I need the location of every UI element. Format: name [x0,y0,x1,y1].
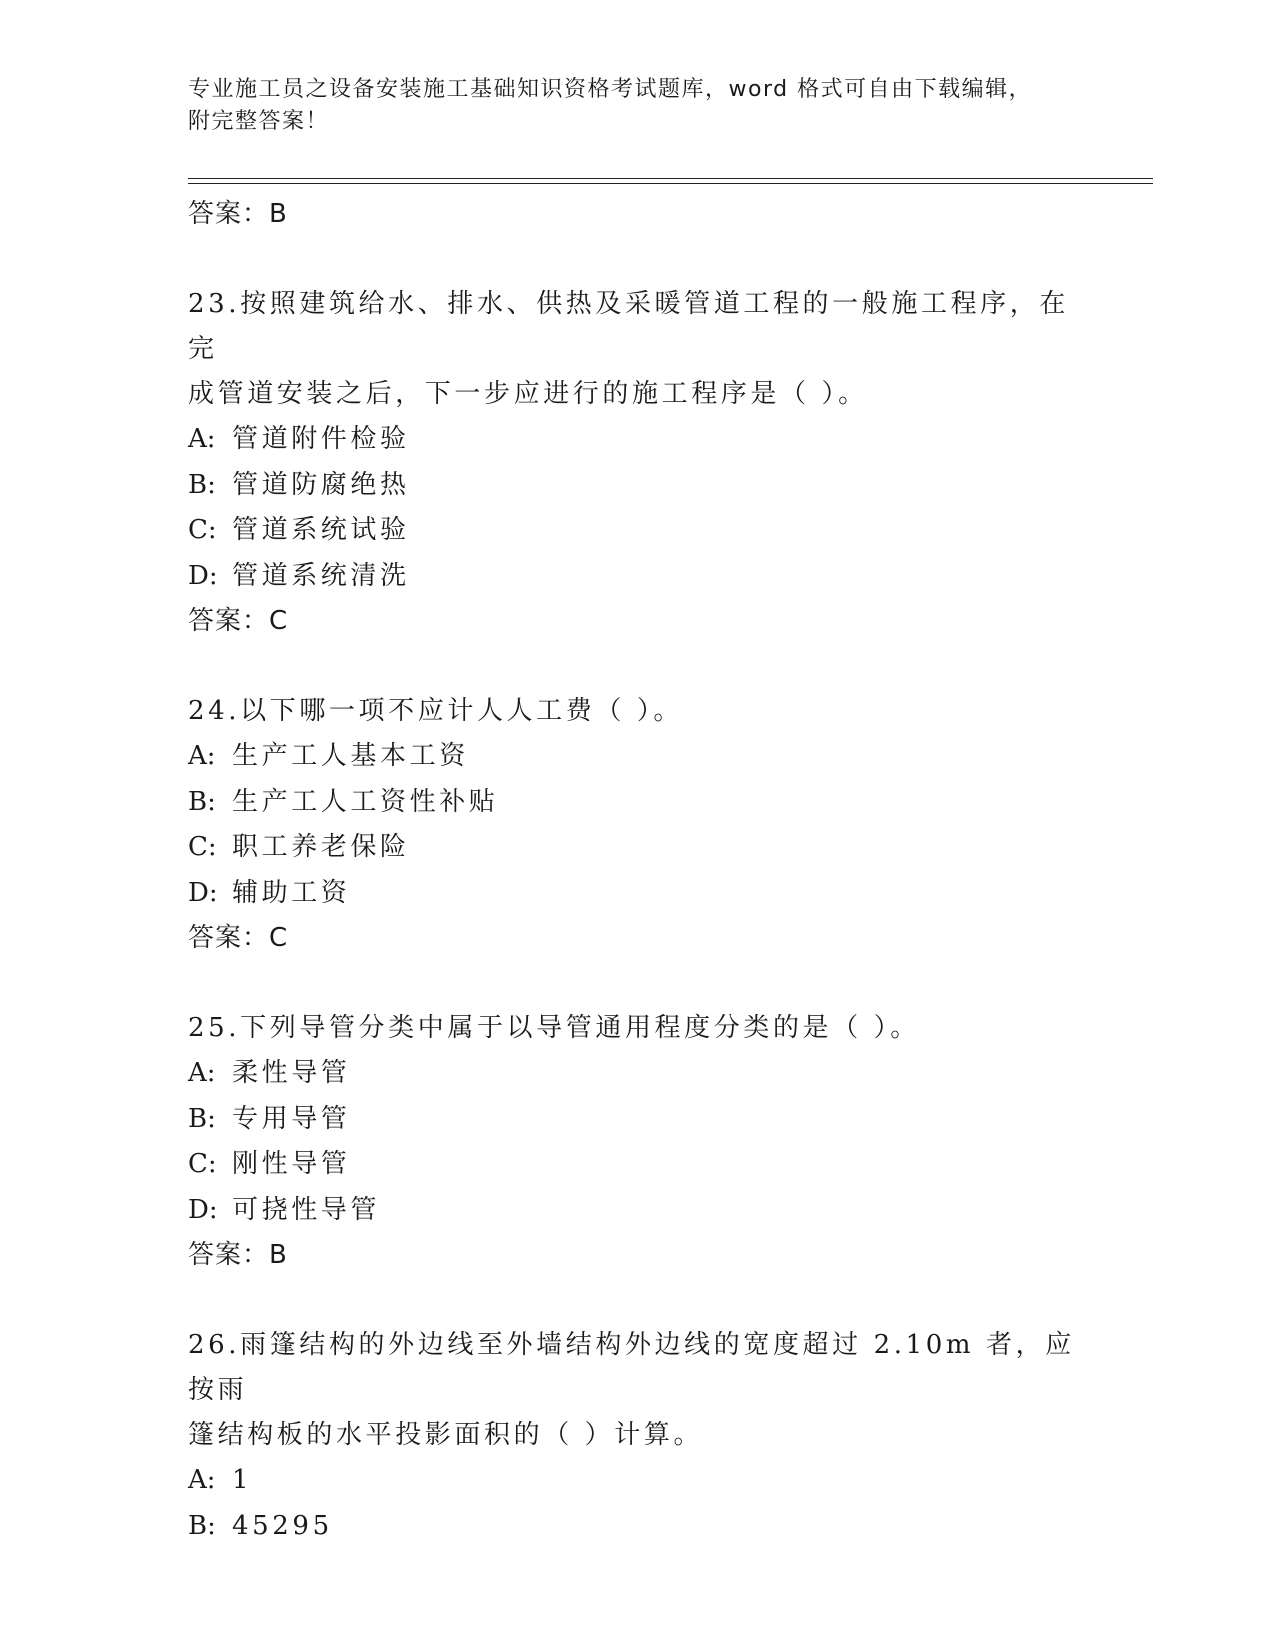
option-c [188,825,1088,871]
question-stem-line-1: 23.按照建筑给水、排水、供热及采暖管道工程的一般施工程序，在完 [188,289,1069,364]
option-text: 管道系统清洗 [232,560,410,591]
option-a [188,1051,1088,1097]
document-header [188,74,1068,138]
question-26 [188,1323,1088,1549]
option-c [188,508,1088,554]
header-divider-bottom [188,183,1153,184]
option-text: 柔性导管 [232,1058,351,1088]
option-a [188,1458,1088,1504]
option-b [188,1504,1088,1550]
option-text: 辅助工资 [232,877,351,908]
question-stem-line-2: 成管道安装之后，下一步应进行的施工程序是（ ）。 [188,379,868,409]
option-text: 管道防腐绝热 [232,469,410,500]
option-b [188,463,1088,509]
option-letter: B: [188,469,216,500]
option-text: 管道系统试验 [232,515,410,545]
question-stem-line-1: 24.以下哪一项不应计人人工费（ ）。 [188,696,684,726]
header-line-1: 专业施工员之设备安装施工基础知识资格考试题库，word 格式可自由下载编辑， [188,77,1033,102]
question-stem [188,1323,1088,1458]
previous-answer: 答案：B [188,199,288,229]
option-letter: B: [188,1103,216,1134]
option-letter: B: [188,1510,216,1541]
answer-line: 答案：B [188,1240,288,1270]
option-letter: A: [188,1465,216,1495]
option-letter: C: [188,515,217,545]
answer-line: 答案：C [188,606,289,636]
option-text: 刚性导管 [232,1149,351,1179]
option-letter: D: [188,1194,218,1225]
option-letter: C: [188,1149,217,1179]
question-stem-line-1: 25.下列导管分类中属于以导管通用程度分类的是（ ）。 [188,1013,920,1043]
question-24 [188,689,1088,960]
header-divider-top [188,178,1153,179]
option-text: 生产工人工资性补贴 [232,786,499,817]
option-text: 生产工人基本工资 [232,741,469,771]
option-a [188,734,1088,780]
answer-line: 答案：C [188,923,289,953]
option-d [188,554,1088,600]
option-b [188,780,1088,826]
option-text: 管道附件检验 [232,424,410,454]
option-letter: A: [188,1058,216,1088]
option-text: 1 [232,1465,253,1495]
option-text: 45295 [232,1510,333,1541]
option-letter: C: [188,832,217,862]
option-text: 职工养老保险 [232,832,410,862]
question-stem-line-1: 26.雨篷结构的外边线至外墙结构外边线的宽度超过 2.10m 者，应按雨 [188,1330,1075,1405]
option-letter: A: [188,741,216,771]
option-letter: B: [188,786,216,817]
option-d [188,871,1088,917]
option-text: 专用导管 [232,1103,351,1134]
question-stem [188,689,1088,734]
option-letter: D: [188,877,218,908]
option-d [188,1188,1088,1234]
option-b [188,1097,1088,1143]
option-letter: D: [188,560,218,591]
header-line-2: 附完整答案！ [188,109,330,134]
question-stem [188,282,1088,417]
option-text: 可挠性导管 [232,1194,381,1225]
question-23 [188,282,1088,643]
question-list [188,192,1088,1549]
question-stem [188,1006,1088,1051]
option-c [188,1142,1088,1188]
option-letter: A: [188,424,216,454]
question-stem-line-2: 篷结构板的水平投影面积的（ ）计算。 [188,1420,704,1450]
question-25 [188,1006,1088,1277]
option-a [188,417,1088,463]
